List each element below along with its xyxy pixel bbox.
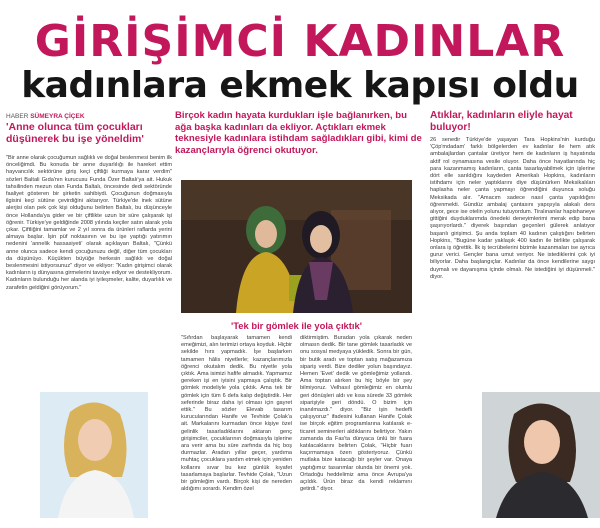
- pull-quote: 'Anne olunca tüm çocukları düşünerek bu işe yöneldim': [6, 121, 144, 145]
- kicker-title: GİRİŞİMCİ KADINLAR: [34, 16, 566, 67]
- main-headline: kadınlara ekmek kapısı oldu: [21, 65, 579, 106]
- byline-label: HABER: [6, 113, 29, 120]
- lead-paragraph: Birçok kadın hayata kurdukları işle bağlanırken, bu ağa başka kadınları da ekliyor. Açtıkları ekmek teknesiyle kadınlara istihdam sağladıkları gibi, kimi de kazançlarıyla öğrenci okutuyor.: [175, 110, 422, 156]
- byline: [6, 113, 85, 120]
- column-left-text: "Bir anne olarak çocuğumun sağlıklı ve doğal beslenmesi benim ilk önceliğimdi. Bu konuda bir anne duyarlılığı ile hareket ettim hayvancılık sektörüne giriş keçi çiftliği kurmaya karar verdim" sözleri Baltali Gıda'nın kurucusu Funda Özer Baltalı'ya ait. Hukuk tahsilinden mezun olan Funda Baltalı, öncesinde dedi sektöründe faaliyet gösteren bir şirketin sahibiydi. Çocuğunun doğmasıyla ilgisini keçi sütüne çevirdiğini aktarıyor. Türkiye'de inek sütüne alerjisi olan pek çok kişi olduğunu belirten Baltalı, bu düşünceyle önce Hollanda'ya gider ve bir çiftlikte uzun bir süre çalışarak işi öğrenir. Türkiye'ye geldiğinde 2008 yılında keçiler satın alarak yola çıkar. Çiftliğini tamamlar ve 2 yıl sonra da ürünleri raflarda yerini almaya başlar. İşin püf noktasının ve bu işe yaptığı yatırımın nedenini 'annelik hassasiyeti' olarak açıklayan Baltalı, "Çünkü anne olunca sadece kendi çocuğunuzu değil, diğer tüm çocukları da düşünüyo. Küçükten büyüğe herkesin sağlıklı ve doğal beslenmesini istiyorsunuz" diyor ve ekliyor: "Kadın girişimci olarak kadınların iş dünyasına girmelerini tavsiye ediyor ve destekliyorum. Kadınların bulunduğu her alanda iyi iyileşmeler, kalite, duyarlılık ve zarafetin geldiğini görüyorum.": [6, 155, 172, 291]
- side-story-title: Atıklar, kadınların eliyle hayat buluyor!: [430, 110, 573, 133]
- column-middle-b-text: diktirmiştim. Buradan yola çıkarak neden olmasın dedik. Bir tane gömlek tasarladık ve onu sosyal medyaya yükledik. Sonra bir gün, bir butik aradı ve toptan satış mağazamıza sipariş verdi. Bize dediler yolun başındayız. Hemen 'Evet' dedik ve gömleğimiz yollandı. Ama toptan alırken bu hiç böyle bir şey bilmiyoruz. Velhasıl gömleğimiz en olumlu geri dönüşleri aldı ve kısa sürede 33 gömlek siparişiyle geri döndü. O bizim için inanılmazdı." diyor. "Biz işin hedefli çalışıyoruz" ifadesini kullanan Hanife Çolak ise birçok eğitim programlarına katılarak e-ticaret seminerleri aldıklarını belirtiyor. Yakın zamanda da Fas'ta dünyaca ünlü bir fuara katılacaklarını belirten Çolak, "Hiçbir fuarı kaçırmamaya özen gösteriyoruz. Çünkü mutlaka bize katacağı bir şeyler var. Onaya yaptığımız tasarımlar olunda bir önemi yok. Ortadoğu heddelimiz ama önce Avrupa'ya açıldık. Ürün biraz da kendi reklamını getirdi." diyor.: [300, 335, 412, 493]
- column-right-text: 26 senedir Türkiye'de yaşayan Tara Hopkins'nin kurduğu 'Çöp'mdadam' farklı bölgelerden ev kadınlar ile hem atık ambalajlardan çantalar üretiyor hem de kadınların iş hayatında aktif rol oynamasına vesile oluyor. Daha önce hayatlarında hiç para kazanmamış kadınların, çanta tasarlayabilmek için işlerine dört elle sarıldığını kaydeden Amerikalı Hopkins, kadınların istihdamı için neler yaptıklarını diye düşünürken Meksikalıları haplasha neler çanta yapmayı öğrendiğini duyunca soluğu Meksikada alır. "Amacım sadece nasıl çanta yapıldığını öğrenmekti. Gündüz ambalaj çantasını yapışıyla alakalı ders alıyor, gece ise otelin yolunu tutuyordum. Tiralınanlar hapishaneye gittiğini duyduklarımda önedeki deneyimlerimi merak edip bana şaşırıyorlardı." diyerek başından geçenleri gülerek anlatıyor başarılı girişimci. Şu anda toplam 40 kadının çalıştığını belirten Hopkins, "Bugüne kadar yaklaşık 400 kadın ile birlikte çalışarak onlara iş öğrettik. İlk iş tecrübelerini bizimle kazanmaları ise ayrıca gurur verici. Gençler bana umut veriyor. Ne istediklerini çok iyi biliyorlar. Daha başlangıçlar. Kadınlar da önce kendilerine saygı duymalı ve dayanışma içinde olmalı. Ne istediğini iyi düşünmeli." diyor.: [430, 137, 595, 280]
- photo-caption: 'Tek bir gömlek ile yola çıktık': [231, 320, 362, 331]
- tara-hopkins-photo: [482, 392, 600, 518]
- byline-author: SÜMEYRA ÇİÇEK: [30, 113, 85, 120]
- column-middle-a-text: "Sıfırdan başlayarak tamamen kendi emeğimizi, alın terimizi ortaya koyduk. Hiçbir sekilde hırs yapmadık. İşe başlarken tamamen hâlis niyetlerle; kazançlarımızla öğrenci okutalım dedik. Bu niyetle yola çıktık. Ama isimizi hafife almadık. Yapmamız gereken işi en iyisini yapmaya çalıştık. Bir gömlek modeliyle yola çıktık. Ama tek bir gömlek için tüm 6 defa kalıp değiştirdik. Her seferinde biraz daha iyi olması için gayret ettik." Bu sözler Elevab tasarım kurucularından Hanife ve Tevhide Çolak'a ait. Markalarını kurmadan önce kişiye özel gelinlik tasarladıklarını aktaran genç girişimciler, çocuklarının doğmasıyla işlerine ara verir ama bu süre zarfında da hiç boş durmazlar. Aradan yıllar geçer, yardıma muhtaç çocuklara yardım etmek için yeniden kollarını sıvar bu kez günlük kıyafet tasarlamaya başlarlar. Tevhide Çolak, "Uzun bir gömleğim vardı. Birçok kişi de nereden aldığımı sorardı. Kendim özel: [181, 335, 292, 493]
- funda-ozer-baltali-photo: [40, 392, 148, 518]
- women-photo: [181, 180, 412, 313]
